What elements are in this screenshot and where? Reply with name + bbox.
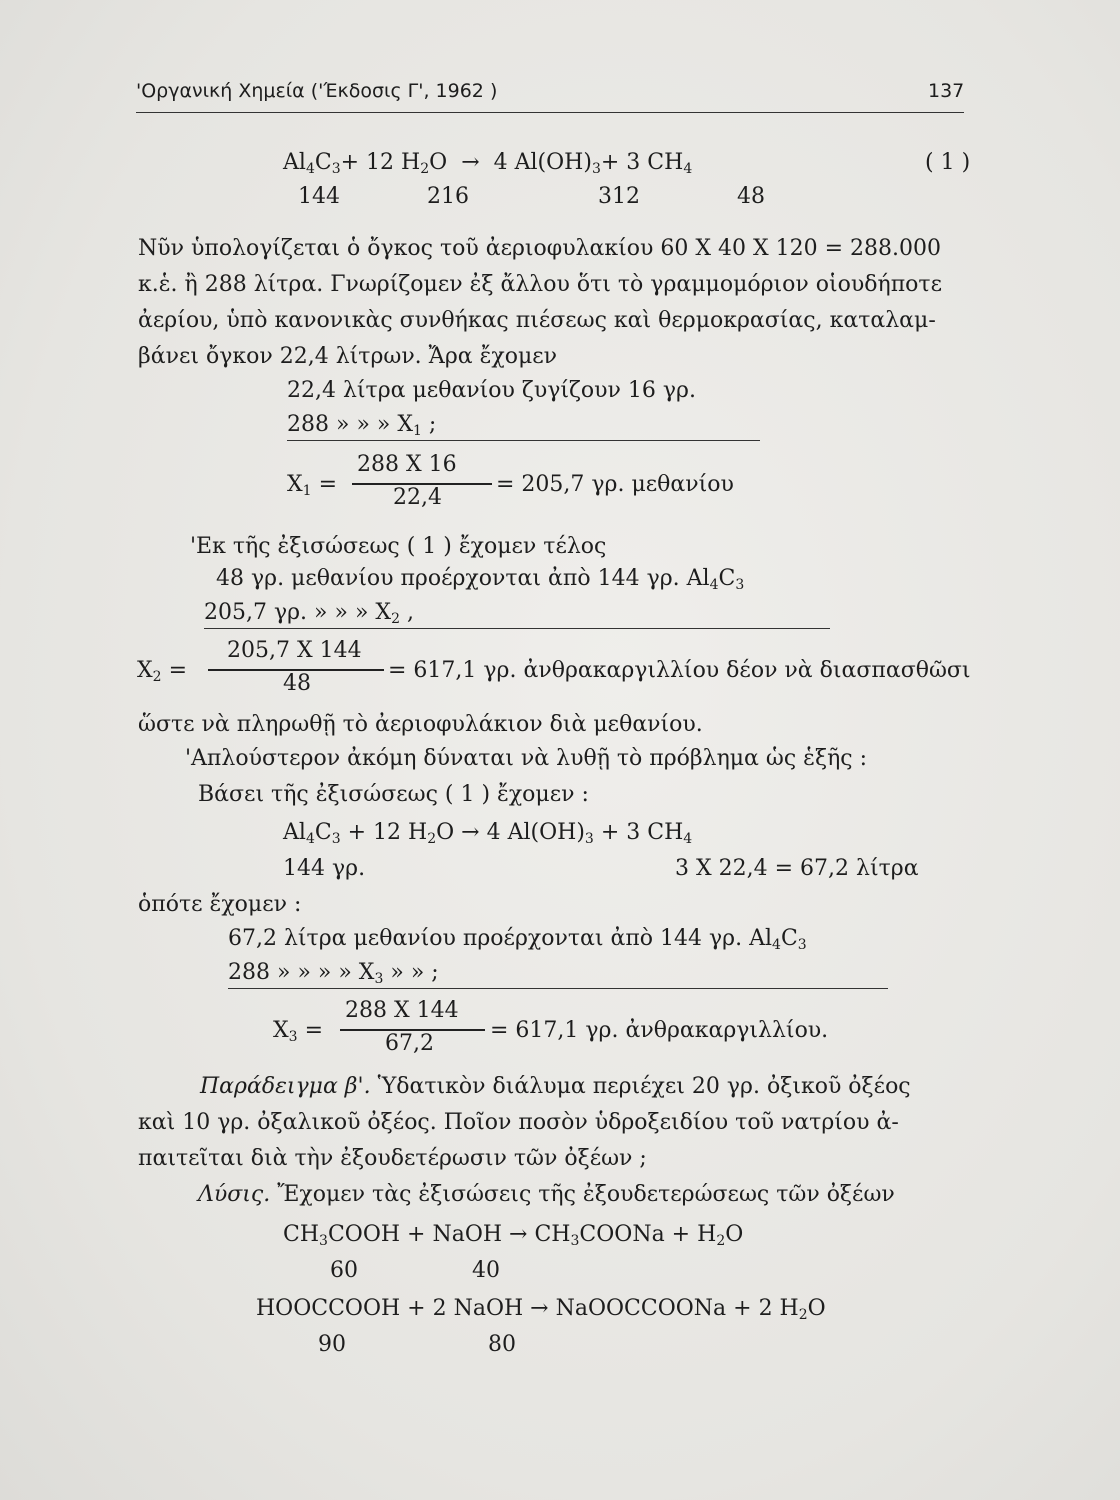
running-header: 'Οργανική Χημεία ('Έκδοσις Γ', 1962 ) xyxy=(136,80,498,102)
solution-label: Λύσις. xyxy=(198,1182,271,1207)
mass-al4c3: 144 xyxy=(298,184,340,209)
paragraph-line: ὁπότε ἔχομεν : xyxy=(138,892,302,917)
example-label: Παράδειγμα β'. xyxy=(200,1074,371,1099)
equation-mass: 144 γρ. xyxy=(283,856,366,881)
fraction-numerator: 205,7 X 144 xyxy=(227,638,362,663)
mass-naoh: 40 xyxy=(472,1258,500,1283)
fraction-result: = 617,1 γρ. ἀνθρακαργιλλίου δέον νὰ διασπασθῶσι xyxy=(388,658,971,683)
mass-2naoh: 80 xyxy=(488,1332,516,1357)
paragraph-line: Βάσει τῆς ἐξισώσεως ( 1 ) ἔχομεν : xyxy=(198,782,589,807)
proportion-row: 288 » » » $X_1$ ; xyxy=(287,412,437,439)
proportion-row: 48 γρ. μεθανίου προέρχονται ἀπὸ 144 γρ. $Al_4C_3$ xyxy=(216,566,745,593)
paragraph-line: ὥστε νὰ πληρωθῇ τὸ ἀεριοφυλάκιον διὰ μεθανίου. xyxy=(138,712,703,737)
equation-volume: 3 X 22,4 = 67,2 λίτρα xyxy=(675,856,919,881)
paragraph-line: Παράδειγμα β'. Ὑδατικὸν διάλυμα περιέχει 20 γρ. ὀξικοῦ ὀξέος xyxy=(200,1074,911,1099)
paragraph-line: βάνει ὄγκον 22,4 λίτρων. Ἄρα ἔχομεν xyxy=(138,344,558,369)
proportion-row: 67,2 λίτρα μεθανίου προέρχονται ἀπὸ 144 γρ. $Al_4C_3$ xyxy=(228,926,807,953)
proportion-row: 288 » » » » $X_3$ » » ; xyxy=(228,960,439,987)
fraction-lhs: $X_1$ = xyxy=(287,472,338,499)
paragraph-line: ἀερίου, ὑπὸ κανονικὰς συνθήκας πιέσεως καὶ θερμοκρασίας, καταλαμ- xyxy=(138,308,936,333)
proportion-rule xyxy=(287,440,760,441)
mass-aloh3: 312 xyxy=(598,184,640,209)
proportion-row: 205,7 γρ. » » » $X_2$ , xyxy=(204,600,414,627)
equation-1: $Al_4C_3+ 12$ $H_2O \to 4$ $Al(OH)_3+ 3$ $CH_4$ xyxy=(283,150,693,177)
fraction-numerator: 288 X 144 xyxy=(345,998,459,1023)
proportion-row: 22,4 λίτρα μεθανίου ζυγίζουν 16 γρ. xyxy=(287,378,696,403)
fraction-numerator: 288 X 16 xyxy=(357,452,457,477)
mass-ch4: 48 xyxy=(737,184,765,209)
proportion-rule xyxy=(204,628,830,629)
mass-acetic-acid: 60 xyxy=(330,1258,358,1283)
paragraph-line: παιτεῖται διὰ τὴν ἐξουδετέρωσιν τῶν ὀξέων ; xyxy=(138,1146,647,1171)
fraction-lhs: $X_3$ = xyxy=(273,1018,324,1045)
equation-3: $CH_3COOH$ + NaOH → $CH_3COONa + H_2O$ xyxy=(283,1222,744,1249)
header-rule xyxy=(136,112,964,113)
fraction-result: = 205,7 γρ. μεθανίου xyxy=(496,472,734,497)
paragraph-line: καὶ 10 γρ. ὀξαλικοῦ ὀξέος. Ποῖον ποσὸν ὑδροξειδίου τοῦ νατρίου ἀ- xyxy=(138,1110,899,1135)
mass-oxalic-acid: 90 xyxy=(318,1332,346,1357)
mass-h2o: 216 xyxy=(427,184,469,209)
fraction-denominator: 67,2 xyxy=(385,1031,434,1056)
fraction-denominator: 22,4 xyxy=(393,485,442,510)
paragraph-line: κ.ἑ. ἢ 288 λίτρα. Γνωρίζομεν ἐξ ἄλλου ὅτι τὸ γραμμομόριον οἱουδήποτε xyxy=(138,272,942,297)
paragraph-line: 'Εκ τῆς ἐξισώσεως ( 1 ) ἔχομεν τέλος xyxy=(190,534,607,559)
paragraph-line: 'Απλούστερον ἀκόμη δύναται νὰ λυθῇ τὸ πρόβλημα ὡς ἑξῆς : xyxy=(185,746,867,771)
page-number: 137 xyxy=(928,80,965,102)
equation-4: HOOCCOOH + 2 NaOH → NaOOCCOONa + 2 $H_2O$ xyxy=(256,1296,826,1323)
equation-label: ( 1 ) xyxy=(925,150,971,175)
fraction-result: = 617,1 γρ. ἀνθρακαργιλλίου. xyxy=(490,1018,829,1043)
equation-2: $Al_4C_3 + 12$ $H_2O \to 4$ $Al(OH)_3 + 3$ $CH_4$ xyxy=(283,820,693,847)
paragraph-line: Λύσις. Ἔχομεν τὰς ἐξισώσεις τῆς ἐξουδετερώσεως τῶν ὀξέων xyxy=(198,1182,895,1207)
fraction-denominator: 48 xyxy=(283,671,311,696)
paragraph-line: Νῦν ὑπολογίζεται ὁ ὄγκος τοῦ ἀεριοφυλακίου 60 X 40 X 120 = 288.000 xyxy=(138,236,942,261)
proportion-rule xyxy=(228,988,888,989)
fraction-lhs: $X_2$ = xyxy=(137,658,188,685)
